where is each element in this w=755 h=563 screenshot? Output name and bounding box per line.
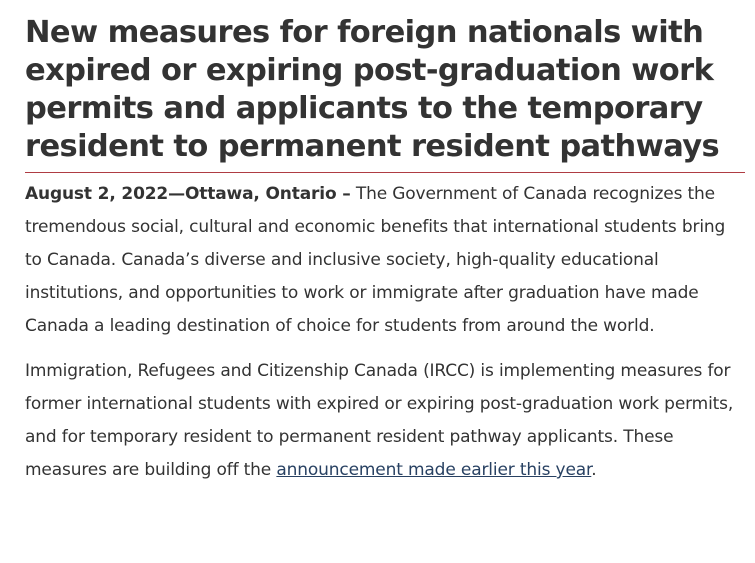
measures-paragraph-text: Immigration, Refugees and Citizenship Canada (IRCC) is implementing measures for former international students with expired or expiring post-graduation work permits, and for temporary resident to permanent resident pathway applicants. These measures are building off the	[25, 361, 734, 480]
announcement-link[interactable]: announcement made earlier this year	[276, 460, 592, 480]
page-title: New measures for foreign nationals with expired or expiring post-graduation work permits and applicants to the temporary resident to permanent resident pathways	[25, 14, 745, 173]
measures-paragraph	[25, 355, 745, 487]
intro-paragraph	[25, 178, 745, 343]
measures-paragraph-period: .	[591, 460, 597, 480]
dateline: August 2, 2022—Ottawa, Ontario –	[25, 184, 351, 204]
article	[25, 14, 745, 487]
intro-paragraph-text: The Government of Canada recognizes the tremendous social, cultural and economic benefits that international students bring to Canada. Canada’s diverse and inclusive society, high-quality educational institutions, and opportunities to work or immigrate after graduation have made Canada a leading destination of choice for students from around the world.	[25, 184, 726, 336]
